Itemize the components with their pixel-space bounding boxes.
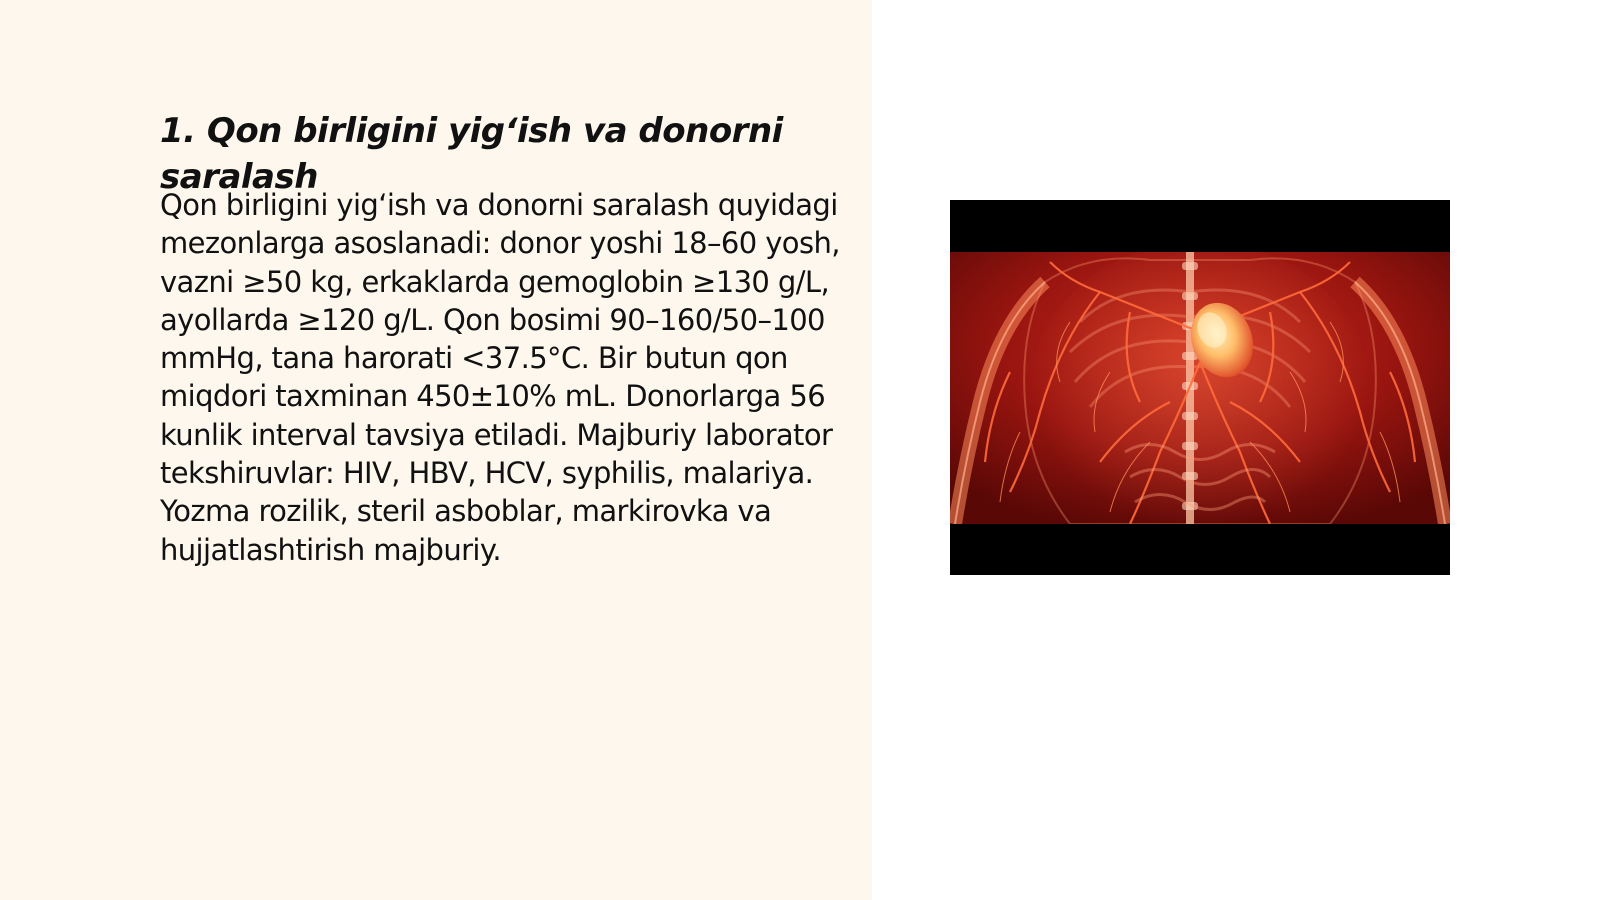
circulatory-system-image bbox=[950, 200, 1450, 575]
slide-title: 1. Qon birligini yig‘ish va donorni saralash bbox=[160, 111, 783, 197]
slide-body-text: Qon birligini yig‘ish va donorni saralash quyidagi mezonlarga asoslanadi: donor yoshi 18–60 yosh, vazni ≥50 kg, erkaklarda gemoglobin ≥130 g/L, ayollarda ≥120 g/L. Qon bosimi 90–160/50–100 mmHg, tana harorati <37.5°C. Bir butun qon miqdori taxminan 450±10% mL. Donorlarga 56 kunlik interval tavsiya etiladi. Majburiy laborator tekshiruvlar: HIV, HBV, HCV, syphilis, malariya. Yozma rozilik, steril asboblar, markirovka va hujjatlashtirish majburiy. bbox=[160, 188, 840, 567]
circulatory-system-illustration bbox=[950, 252, 1450, 524]
